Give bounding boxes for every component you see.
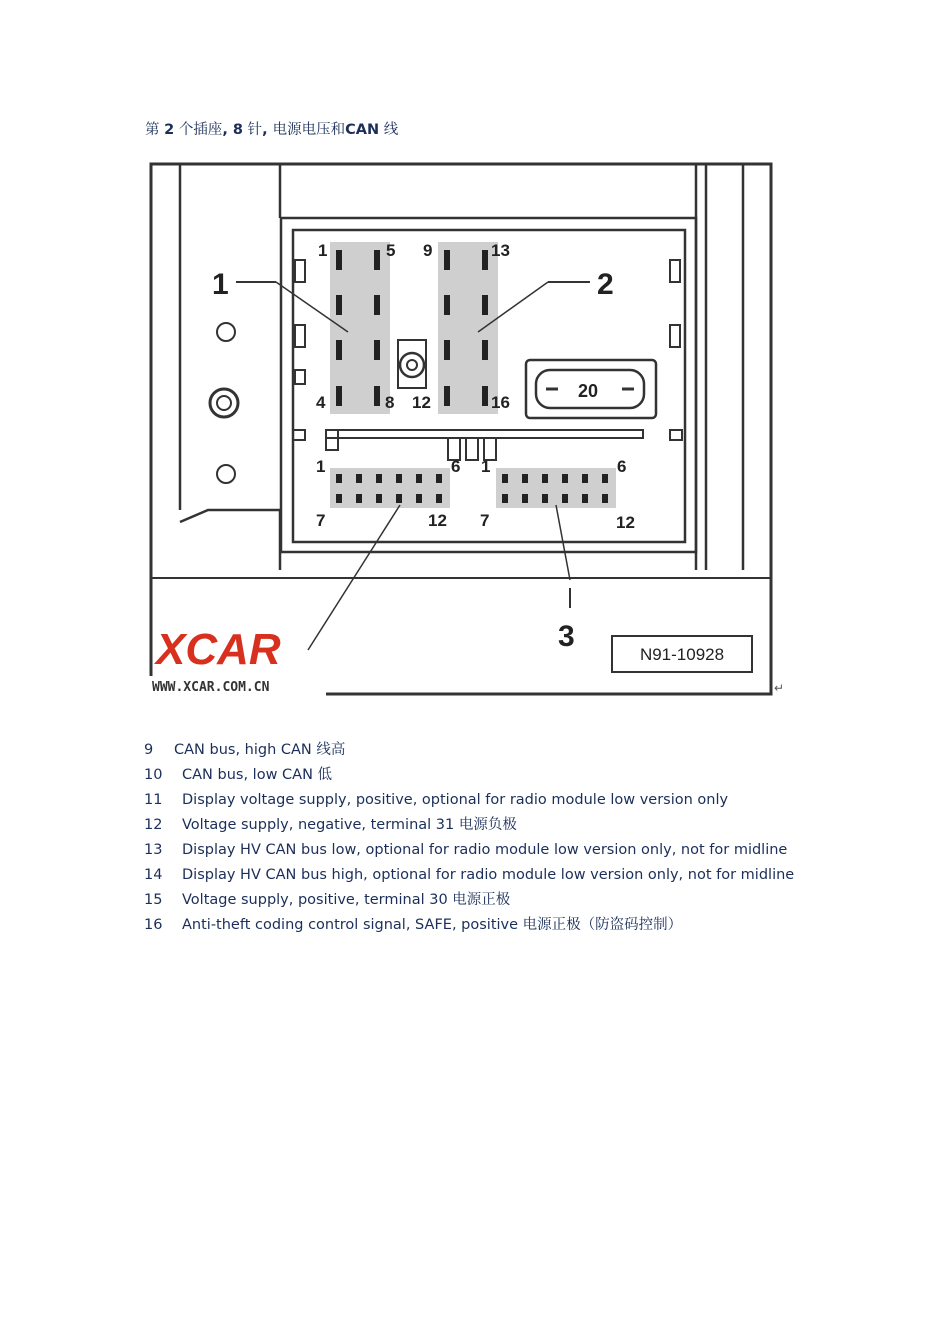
pin-label: 12 bbox=[428, 511, 447, 530]
xcar-logo: XCAR bbox=[156, 625, 281, 674]
pin-number: 13 bbox=[144, 842, 163, 858]
pin-text: Display HV CAN bus high, optional for radio module low version only, not for midline bbox=[182, 867, 795, 883]
lower-pin-block-left bbox=[330, 468, 450, 508]
pin-label: 1 bbox=[316, 457, 326, 476]
connector-diagram bbox=[148, 160, 793, 700]
part-number: N91-10928 bbox=[639, 645, 725, 664]
lower-pin-block-right bbox=[496, 468, 616, 508]
callout-3: 3 bbox=[558, 620, 575, 653]
slot-20-label: 20 bbox=[578, 381, 599, 401]
pin-label: 1 bbox=[481, 457, 491, 476]
pin-text: CAN bus, high CAN 线高 bbox=[174, 742, 346, 758]
pin-description-list bbox=[144, 738, 794, 938]
svg-text:↵: ↵ bbox=[774, 681, 785, 695]
pin-number: 12 bbox=[144, 817, 163, 833]
pin-label: 7 bbox=[480, 511, 490, 530]
pin-label: 5 bbox=[386, 241, 396, 260]
pin-label: 6 bbox=[617, 457, 627, 476]
pin-number: 16 bbox=[144, 917, 163, 933]
pin-label: 12 bbox=[616, 513, 635, 532]
pin-text: CAN bus, low CAN 低 bbox=[182, 767, 333, 783]
list-item bbox=[144, 863, 794, 888]
list-item bbox=[144, 913, 794, 938]
pin-number: 15 bbox=[144, 892, 163, 908]
section-heading: 第 2 个插座, 8 针, 电源电压和CAN 线 bbox=[145, 122, 399, 138]
pin-label: 1 bbox=[318, 241, 328, 260]
list-item bbox=[144, 813, 794, 838]
pin-label: 9 bbox=[423, 241, 433, 260]
pin-number: 9 bbox=[144, 742, 154, 758]
list-item bbox=[144, 763, 794, 788]
list-item bbox=[144, 788, 794, 813]
xcar-url: WWW.XCAR.COM.CN bbox=[152, 680, 270, 695]
pin-label: 6 bbox=[451, 457, 461, 476]
callout-2: 2 bbox=[597, 268, 614, 301]
pin-number: 14 bbox=[144, 867, 163, 883]
pin-label: 7 bbox=[316, 511, 326, 530]
pin-label: 12 bbox=[412, 393, 431, 412]
pin-text: Voltage supply, negative, terminal 31 电源负极 bbox=[182, 817, 517, 833]
pin-text: Display voltage supply, positive, optional for radio module low version only bbox=[182, 792, 729, 808]
pin-label: 4 bbox=[316, 393, 326, 412]
pin-number: 10 bbox=[144, 767, 163, 783]
center-screw bbox=[400, 353, 424, 377]
pin-text: Voltage supply, positive, terminal 30 电源正极 bbox=[182, 892, 511, 908]
pin-label: 8 bbox=[385, 393, 395, 412]
pin-label: 13 bbox=[491, 241, 510, 260]
list-item bbox=[144, 738, 794, 763]
list-item bbox=[144, 888, 794, 913]
pin-label: 16 bbox=[491, 393, 510, 412]
list-item bbox=[144, 838, 794, 863]
callout-1: 1 bbox=[212, 268, 229, 301]
pin-number: 11 bbox=[144, 792, 163, 808]
pin-text: Display HV CAN bus low, optional for radio module low version only, not for midline bbox=[182, 842, 788, 858]
pin-text: Anti-theft coding control signal, SAFE, positive 电源正极（防盗码控制） bbox=[182, 917, 683, 933]
